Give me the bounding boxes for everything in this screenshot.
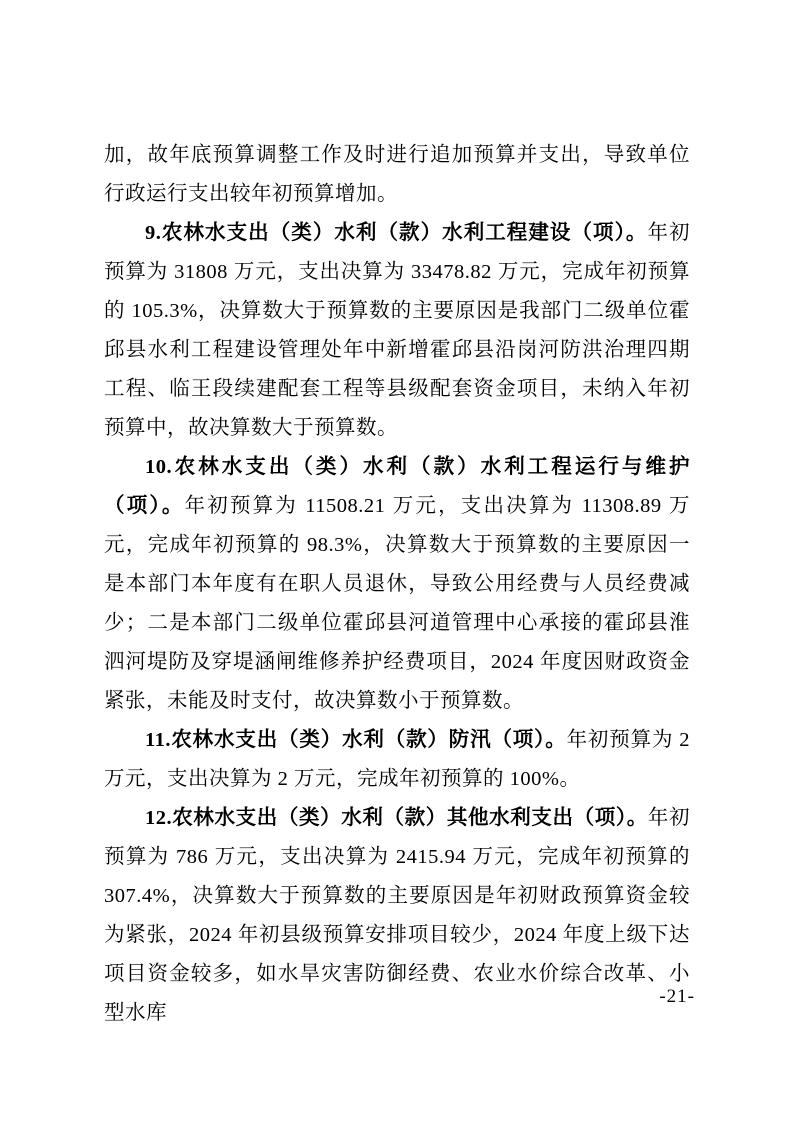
- paragraph-heading: 10.农林水支出（类）水利（款）水利工程运行与维护（项）。: [104, 456, 690, 517]
- paragraph-text: 年初预算为 2 万元，支出决算为 2 万元，完成年初预算的 100%。: [104, 729, 691, 790]
- paragraph-item-10: [104, 448, 690, 721]
- paragraph-heading: 9.农林水支出（类）水利（款）水利工程建设（项）。: [145, 222, 648, 244]
- page-number: -21-: [659, 986, 695, 1007]
- paragraph-heading: 12.农林水支出（类）水利（款）其他水利支出（项）。: [145, 807, 648, 829]
- paragraph-item-11: [104, 721, 690, 799]
- paragraph-text: 年初预算为 11508.21 万元，支出决算为 11308.89 万元，完成年初预算的 98.3%，决算数大于预算数的主要原因一是本部门本年度有在职人员退休，导致公用经费与人员经费减少；二是本部门二级单位霍邱县河道管理中心承接的霍邱县淮泗河堤防及穿堤涵闸维修养护经费项目，2024 年度因财政资金紧张，未能及时支付，故决算数小于预算数。: [104, 495, 690, 712]
- paragraph-item-12: [104, 799, 690, 1033]
- paragraph-text: 加，故年底预算调整工作及时进行追加预算并支出，导致单位行政运行支出较年初预算增加。: [104, 144, 690, 205]
- paragraph-text: 年初预算为 31808 万元，支出决算为 33478.82 万元，完成年初预算的 105.3%，决算数大于预算数的主要原因是我部门二级单位霍邱县水利工程建设管理处年中新增霍邱县沿岗河防洪治理四期工程、临王段续建配套工程等县级配套资金项目，未纳入年初预算中，故决算数大于预算数。: [104, 222, 691, 439]
- paragraph-continuation: [104, 136, 690, 214]
- paragraph-heading: 11.农林水支出（类）水利（款）防汛（项）。: [145, 729, 567, 751]
- paragraph-item-9: [104, 214, 690, 448]
- paragraph-text: 年初预算为 786 万元，支出决算为 2415.94 万元，完成年初预算的 307.4%，决算数大于预算数的主要原因是年初财政预算资金较为紧张，2024 年初县级预算安排项目较少，2024 年度上级下达项目资金较多，如水旱灾害防御经费、农业水价综合改革、小型水库: [104, 807, 690, 1024]
- document-body: [104, 136, 690, 1033]
